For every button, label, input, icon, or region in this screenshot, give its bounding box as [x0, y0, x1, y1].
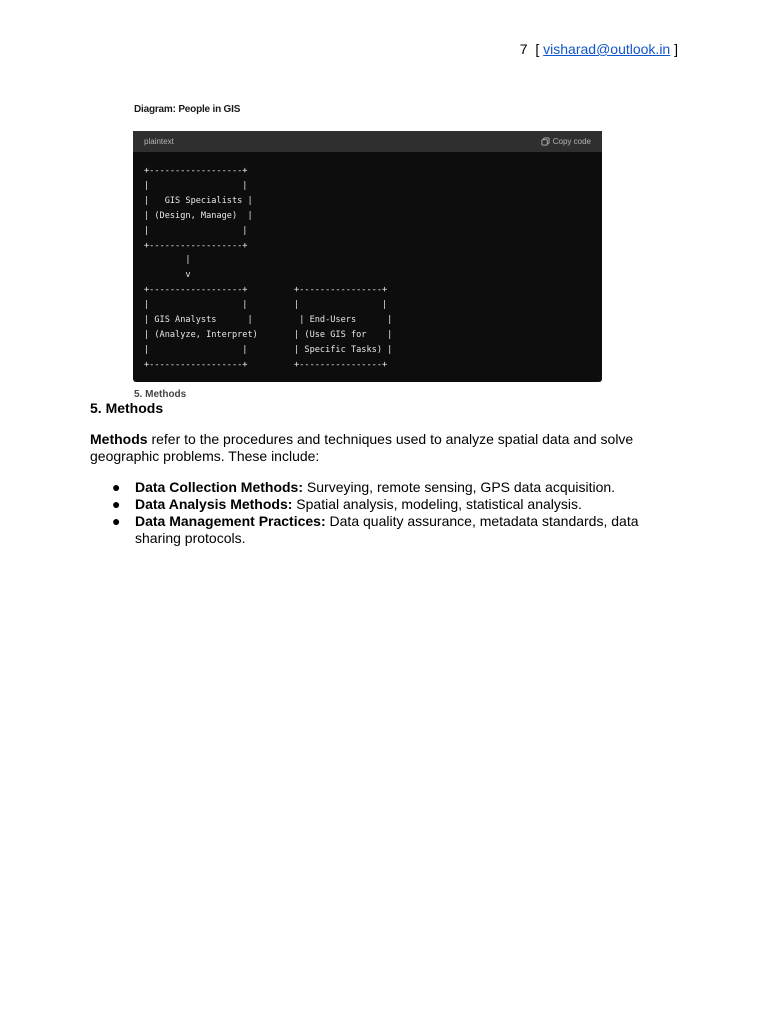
code-line: | (Analyze, Interpret) | (Use GIS for |: [144, 329, 393, 340]
ascii-diagram: [144, 164, 392, 373]
code-line: +------------------+ +----------------+: [144, 359, 388, 370]
bracket-open: [: [535, 41, 540, 57]
email-link[interactable]: visharad@outlook.in: [543, 41, 671, 57]
list-item: [90, 513, 660, 547]
list-item-term: Data Collection Methods:: [135, 479, 304, 495]
list-item-term: Data Analysis Methods:: [135, 496, 293, 512]
code-line: |: [144, 255, 191, 266]
bullet-icon: ●: [112, 496, 121, 512]
list-item: [90, 479, 660, 496]
page-header: [520, 41, 678, 58]
clipped-heading-fragment: 5. Methods: [134, 389, 187, 400]
code-toolbar: [133, 131, 602, 152]
code-line: +------------------+ +----------------+: [144, 285, 388, 296]
intro-paragraph: [90, 431, 660, 465]
list-item-text: Surveying, remote sensing, GPS data acquisition.: [303, 479, 616, 495]
bracket-close: ]: [674, 41, 678, 57]
diagram-caption: Diagram: People in GIS: [134, 104, 241, 115]
code-line: | GIS Analysts | | End-Users |: [144, 315, 393, 326]
code-line: | GIS Specialists |: [144, 195, 253, 206]
code-language-label: plaintext: [144, 137, 174, 146]
methods-list: [90, 479, 660, 547]
page-number: 7: [519, 41, 528, 57]
code-line: | |: [144, 225, 248, 236]
list-item-text: Spatial analysis, modeling, statistical analysis.: [292, 496, 582, 512]
list-item-term: Data Management Practices:: [135, 513, 326, 529]
code-line: +------------------+: [144, 240, 248, 251]
copy-code-button[interactable]: [541, 137, 591, 146]
code-block: [133, 131, 602, 382]
intro-term: Methods: [90, 431, 148, 447]
section-heading: 5. Methods: [90, 400, 164, 416]
code-line: | | | |: [144, 300, 388, 311]
copy-code-label: Copy code: [552, 137, 591, 146]
list-item-text: Data quality assurance, metadata standards, data sharing protocols.: [135, 513, 639, 546]
bullet-icon: ●: [112, 513, 121, 529]
copy-icon: [541, 137, 550, 146]
list-item: [90, 496, 660, 513]
code-line: | |: [144, 180, 248, 191]
code-line: +------------------+: [144, 166, 248, 176]
code-line: | (Design, Manage) |: [144, 210, 253, 221]
intro-text: refer to the procedures and techniques used to analyze spatial data and solve geographic problems. These include:: [90, 431, 634, 464]
bullet-icon: ●: [112, 479, 121, 495]
code-line: v: [144, 270, 191, 281]
code-line: | | | Specific Tasks) |: [144, 344, 393, 355]
